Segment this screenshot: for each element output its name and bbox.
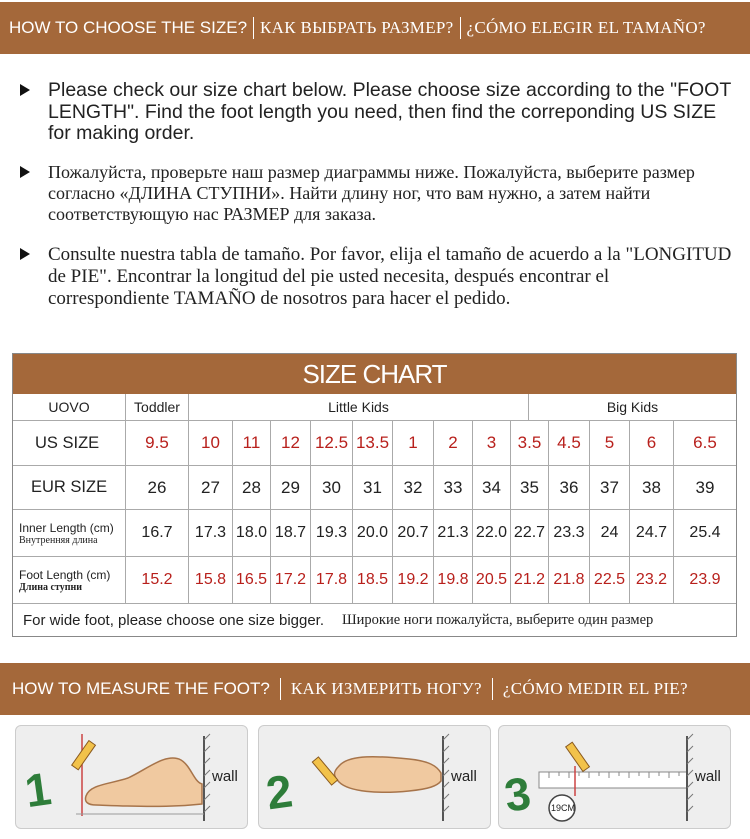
banner-title-es: ¿CÓMO ELEGIR EL TAMAÑO? [466, 18, 706, 37]
size-cell-us: 9.5 [126, 421, 189, 466]
size-cell-inner: 22.7 [511, 510, 549, 557]
size-cell-inner: 24.7 [630, 510, 674, 557]
size-cell-us: 6 [630, 421, 674, 466]
row-label-foot [13, 557, 126, 604]
size-cell-eur: 38 [630, 466, 674, 510]
pencil-icon [566, 742, 590, 771]
size-cell-us: 11 [233, 421, 271, 466]
foot-top-icon [335, 757, 442, 793]
ruler-icon [539, 772, 687, 788]
size-cell-eur: 39 [674, 466, 736, 510]
measure-title-es: ¿CÓMO MEDIR EL PIE? [502, 679, 688, 698]
banner-divider [280, 678, 281, 700]
foot-icon [85, 758, 202, 806]
size-cell-foot: 16.5 [233, 557, 271, 604]
size-cell-us: 2 [434, 421, 473, 466]
size-cell-inner: 23.3 [549, 510, 590, 557]
wide-foot-note-en: For wide foot, please choose one size bigger. [23, 611, 325, 629]
size-cell-inner: 24 [590, 510, 630, 557]
step-number-1: 1 [21, 762, 55, 818]
size-cell-eur: 26 [126, 466, 189, 510]
measure-title-ru: КАК ИЗМЕРИТЬ НОГУ? [290, 679, 482, 698]
size-cell-eur: 35 [511, 466, 549, 510]
banner-divider [253, 17, 254, 39]
bullet-arrow-icon [20, 166, 30, 178]
size-cell-foot: 17.2 [271, 557, 311, 604]
size-cell-foot: 21.8 [549, 557, 590, 604]
size-cell-us: 3 [473, 421, 511, 466]
instruction-ru-text: Пожалуйста, проверьте наш размер диаграммы ниже. Пожалуйста, выберите размер согласно «ДЛИНА СТУПНИ». Найти длину ног, что вам нужно, а затем найти соответствующую нас РАЗМЕР для заказа. [48, 162, 695, 224]
size-cell-us: 12.5 [311, 421, 353, 466]
size-chart-title: SIZE CHART [13, 354, 736, 394]
size-cell-foot: 15.2 [126, 557, 189, 604]
banner-divider [460, 17, 461, 39]
step-2-panel [258, 725, 491, 829]
size-cell-inner: 18.7 [271, 510, 311, 557]
pencil-icon [312, 757, 337, 785]
size-cell-inner: 25.4 [674, 510, 736, 557]
size-cell-eur: 36 [549, 466, 590, 510]
row-label-foot-en: Foot Length (cm) [19, 567, 111, 582]
size-cell-foot: 22.5 [590, 557, 630, 604]
pencil-icon [72, 741, 96, 770]
ruler-mark-label: 19CM [551, 803, 576, 813]
size-cell-us: 6.5 [674, 421, 736, 466]
size-cell-foot: 17.8 [311, 557, 353, 604]
size-cell-eur: 29 [271, 466, 311, 510]
group-little-kids: Little Kids [189, 394, 529, 421]
step-1-panel [15, 725, 248, 829]
banner-divider [492, 678, 493, 700]
row-label-inner-en: Inner Length (cm) [19, 520, 114, 535]
instruction-en-text: Please check our size chart below. Please choose size according to the "FOOT LENGTH". Find the foot length you need, then find the correponding US SIZE for making order. [48, 79, 731, 144]
instruction-ru [20, 162, 735, 225]
step-number-2: 2 [262, 764, 296, 820]
group-toddler: Toddler [126, 394, 189, 421]
size-cell-us: 12 [271, 421, 311, 466]
size-cell-eur: 28 [233, 466, 271, 510]
wall-label: wall [695, 768, 721, 785]
size-cell-us: 3.5 [511, 421, 549, 466]
size-cell-eur: 32 [393, 466, 434, 510]
size-cell-inner: 18.0 [233, 510, 271, 557]
size-cell-inner: 22.0 [473, 510, 511, 557]
instruction-en [20, 80, 735, 145]
size-cell-inner: 20.7 [393, 510, 434, 557]
size-cell-foot: 20.5 [473, 557, 511, 604]
instruction-es-text: Consulte nuestra tabla de tamaño. Por favor, elija el tamaño de acuerdo a la "LONGITUD de PIE". Encontrar la longitud del pie usted necesita, después encontrar el correspondiente TAMAÑO de nosotros para hacer el pedido. [48, 244, 732, 309]
row-label-foot-ru: Длина ступни [19, 581, 83, 593]
row-label-eur: EUR SIZE [13, 466, 126, 510]
size-cell-eur: 34 [473, 466, 511, 510]
size-chart [12, 353, 737, 637]
step-3-panel [498, 725, 731, 829]
size-cell-foot: 19.2 [393, 557, 434, 604]
size-cell-inner: 19.3 [311, 510, 353, 557]
brand-cell: UOVO [13, 394, 126, 421]
size-cell-inner: 20.0 [353, 510, 393, 557]
top-banner [0, 2, 750, 54]
size-cell-inner: 16.7 [126, 510, 189, 557]
size-cell-us: 1 [393, 421, 434, 466]
row-label-inner-ru: Внутренняя длина [19, 534, 98, 546]
size-cell-inner: 21.3 [434, 510, 473, 557]
size-cell-us: 10 [189, 421, 233, 466]
size-cell-eur: 37 [590, 466, 630, 510]
banner-title-ru: КАК ВЫБРАТЬ РАЗМЕР? [260, 18, 454, 37]
size-cell-foot: 18.5 [353, 557, 393, 604]
size-cell-foot: 23.9 [674, 557, 736, 604]
size-cell-foot: 15.8 [189, 557, 233, 604]
bullet-arrow-icon [20, 248, 30, 260]
banner-title-en: HOW TO CHOOSE THE SIZE? [9, 18, 248, 37]
size-cell-eur: 31 [353, 466, 393, 510]
bullet-arrow-icon [20, 84, 30, 96]
size-cell-us: 5 [590, 421, 630, 466]
measure-title-en: HOW TO MEASURE THE FOOT? [12, 679, 270, 698]
size-cell-foot: 23.2 [630, 557, 674, 604]
row-label-inner [13, 510, 126, 557]
size-cell-us: 13.5 [353, 421, 393, 466]
step-number-3: 3 [501, 766, 534, 822]
size-cell-foot: 19.8 [434, 557, 473, 604]
size-cell-us: 4.5 [549, 421, 590, 466]
instruction-es [20, 244, 735, 310]
wide-foot-note-ru: Широкие ноги пожалуйста, выберите один размер [342, 611, 654, 628]
wall-label: wall [212, 768, 238, 785]
size-cell-eur: 30 [311, 466, 353, 510]
group-big-kids: Big Kids [529, 394, 736, 421]
wall-label: wall [451, 768, 477, 785]
size-cell-eur: 33 [434, 466, 473, 510]
measure-banner [0, 663, 750, 715]
size-cell-eur: 27 [189, 466, 233, 510]
wide-foot-note [13, 604, 736, 636]
size-cell-foot: 21.2 [511, 557, 549, 604]
size-cell-inner: 17.3 [189, 510, 233, 557]
row-label-us: US SIZE [13, 421, 126, 466]
